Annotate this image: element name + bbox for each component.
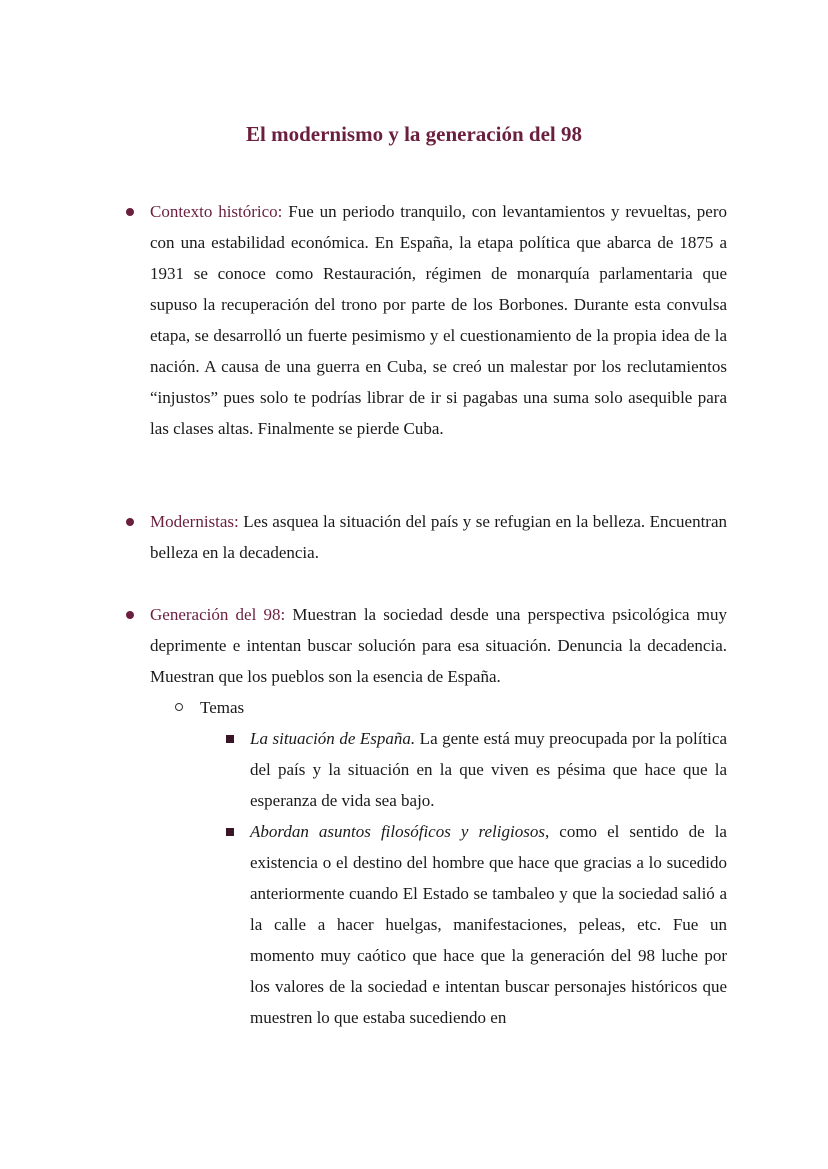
bullet-dot-icon <box>126 611 134 619</box>
theme-text: La gente está muy preocupada por la política del país y la situación en la que viven es pésima que hace que la esperanza de vida sea bajo. <box>250 729 727 810</box>
theme-item <box>250 723 727 816</box>
sublist-item-temas <box>200 692 727 723</box>
theme-text: , como el sentido de la existencia o el destino del hombre que hace que gracias a lo sucedido anteriormente cuando El Estado se tambaleo y que la sociedad salió a la calle a hacer huelgas, manifestaciones, peleas, etc. Fue un momento muy caótico que hace que la generación del 98 luche por los valores de la sociedad e intentan buscar personajes históricos que muestren lo que estaba sucediendo en <box>250 822 727 1027</box>
item-text: Les asquea la situación del país y se refugian en la belleza. Encuentran belleza en la decadencia. <box>150 512 727 562</box>
page-title: El modernismo y la generación del 98 <box>246 122 582 146</box>
item-label: Generación del 98: <box>150 605 286 624</box>
bullet-square-icon <box>226 735 234 743</box>
theme-title: Abordan asuntos filosóficos y religiosos <box>250 822 545 841</box>
item-text: Fue un periodo tranquilo, con levantamientos y revueltas, pero con una estabilidad económica. En España, la etapa política que abarca de 1875 a 1931 se conoce como Restauración, régimen de monarquía parlamentaria que supuso la recuperación del trono por parte de los Borbones. Durante esta convulsa etapa, se desarrolló un fuerte pesimismo y el cuestionamiento de la propia idea de la nación. A causa de una guerra en Cuba, se creó un malestar por los reclutamientos “injustos” pues solo te podrías librar de ir si pagabas una suma solo asequible para las clases altas. Finalmente se pierde Cuba. <box>150 202 728 438</box>
item-label: Contexto histórico: <box>150 202 283 221</box>
bullet-dot-icon <box>126 518 134 526</box>
theme-title: La situación de España. <box>250 729 416 748</box>
list-item-modernistas <box>150 506 727 568</box>
item-text: Muestran la sociedad desde una perspectiva psicológica muy deprimente e intentan buscar solución para esa situación. Denuncia la decadencia. Muestran que los pueblos son la esencia de España. <box>150 605 727 686</box>
item-label: Modernistas: <box>150 512 239 531</box>
list-item-contexto <box>150 196 727 444</box>
theme-item <box>250 816 727 1033</box>
bullet-circle-icon <box>175 703 183 711</box>
bullet-square-icon <box>226 828 234 836</box>
subheading: Temas <box>200 698 245 717</box>
list-item-generacion <box>150 599 727 692</box>
bullet-dot-icon <box>126 208 134 216</box>
